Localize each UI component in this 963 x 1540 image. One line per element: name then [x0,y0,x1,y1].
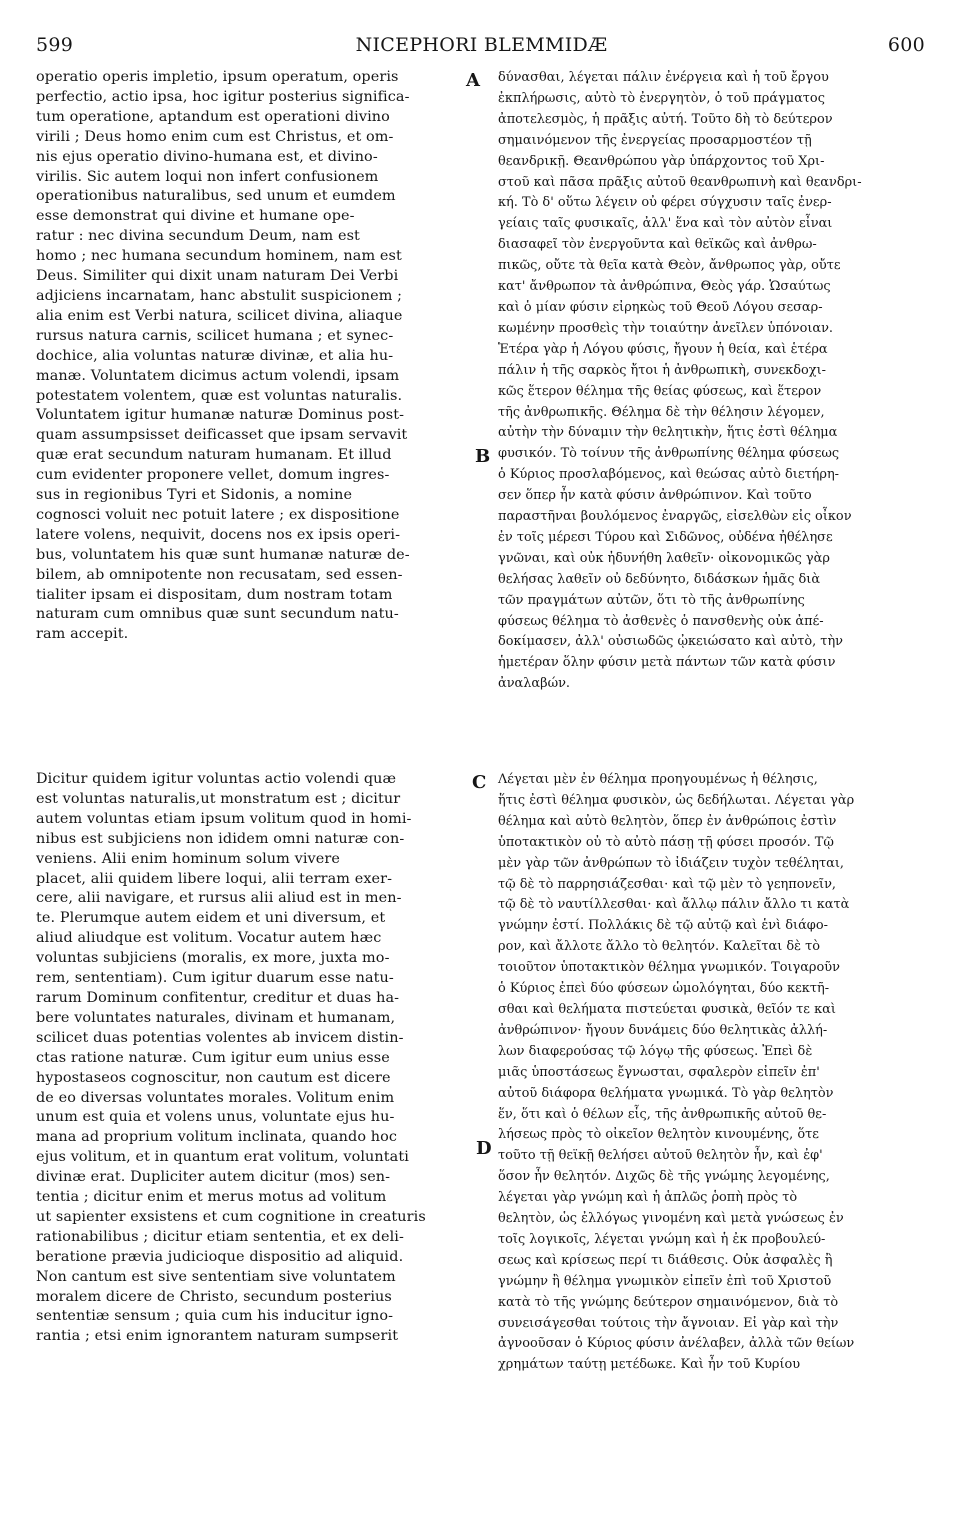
text-line: διασαφεῖ τὸν ἐνεργοῦντα καὶ θεϊκῶς καὶ ἀνθρω- [498,237,817,253]
text-line: θελητὸν, ὡς ἐλλόγως γινομένη καὶ μετὰ γνώσεως ἐν [498,1211,844,1227]
text-line: beratione prævia judicioque dispositio ad aliquid. [36,1248,404,1265]
text-line: τοιοῦτον ὑποτακτικὸν θέλημα γνωμικόν. Τοιγαροῦν [498,960,840,976]
text-line: ram accepit. [36,626,129,643]
text-line: κωμένην προσθεὶς τὴν τοιαύτην ἀνεῖλεν ὑπόνοιαν. [498,320,834,336]
text-line: esse demonstrat qui divine et humane ope- [36,208,355,225]
text-line: θεανδρικῇ. Θεανθρώπου γὰρ ὑπάρχοντος τοῦ Χρι- [498,153,825,169]
text-line: Λέγεται μὲν ἐν θέλημα προηγουμένως ἡ θέλησις, [498,772,818,787]
text-line: σημαινόμενον τῆς ἐνεργείας προσαρμοστέον τῇ [498,132,812,148]
text-line: λήσεως πρὸς τὸ οἰκεῖον θελητὸν κινουμένης, ὅτε [498,1127,819,1143]
text-line: rationabilibus ; dicitur etiam sententia, et ex deli- [36,1228,404,1245]
text-line: αὐτὴν τὴν δύναμιν τὴν θελητικὴν, ἥτις ἐστὶ θέλημα [498,425,838,441]
text-line: ἡμετέραν ὅλην φύσιν μετὰ πάντων τῶν κατὰ φύσιν [498,655,836,671]
text-line: virili ; Deus homo enim cum est Christus, et om- [36,128,394,145]
text-line: nibus est subjiciens non ididem omni naturæ con- [36,830,405,847]
page-number-left: 599 [36,34,74,56]
text-line: γείαις ταῖς φυσικαῖς, ἀλλ' ἕνα καὶ τὸν αὐτὸν εἶναι [498,216,833,232]
text-line: hypostaseos cognoscitur, non cautum est dicere [36,1069,391,1086]
text-line: συνεισάγεσθαι τούτοις τὴν ἄγνοιαν. Εἰ γὰρ καὶ τὴν [498,1315,839,1331]
text-line: autem voluntas etiam ipsum volitum quod in homi- [36,810,412,827]
text-line: ὁ Κύριος προσλαβόμενος, καὶ θεώσας αὐτὸ διετήρη- [498,467,840,483]
text-line: κή. Τὸ δ' οὕτω λέγειν οὐ φέρει σύγχυσιν ταῖς ἐνερ- [498,195,832,211]
page-number-right: 600 [887,34,925,56]
text-line: Deus. Similiter qui dixit unam naturam Dei Verbi [36,268,399,285]
latin-column-paragraph-2 [36,770,474,1347]
text-line: ἐκπλήρωσις, αὐτὸ τὸ ἐνεργητὸν, ὁ τοῦ πράγματος [498,90,825,106]
text-line: ejus volitum, et in quantum erat volitum, voluntati [36,1149,409,1166]
text-line: ἀνθρώπινον· ἤγουν δυνάμεις δύο θελητικὰς ἀλλή- [498,1022,828,1038]
text-line: σθαι καὶ θελήματα πιστεύεται φυσικὰ, θεῖόν τε καὶ [498,1001,836,1017]
text-line: δύνασθαι, λέγεται πάλιν ἐνέργεια καὶ ἡ τοῦ ἔργου [498,70,829,85]
section-marker-c: C [472,772,487,793]
section-marker-a: A [466,70,480,91]
section-marker-b: B [475,446,491,467]
text-line: γνῶναι, καὶ οὐκ ἠδυνήθη λαθεῖν· οἰκονομικῶς γὰρ [498,550,830,566]
latin-column-paragraph-1 [36,68,474,645]
text-line: divinæ erat. Dupliciter autem dicitur (mos) sen- [36,1169,391,1186]
text-line: operatio operis impletio, ipsum operatum, operis [36,69,399,85]
text-line: naturam cum omnibus quæ sunt secundum natu- [36,606,399,623]
text-line: φυσικόν. Τὸ τοίνυν τῆς ἀνθρωπίνης θέλημα φύσεως [498,446,840,462]
text-line: bilem, ab omnipotente non recusatam, sed essen- [36,566,403,583]
text-line: rursus natura carnis, scilicet humana ; et synec- [36,327,394,344]
text-line: homo ; nec humana secundum hominem, nam est [36,248,402,265]
running-title: NICEPHORI BLEMMIDÆ [355,34,608,56]
text-line: cognosci voluit nec potuit latere ; ex dispositione [36,506,400,523]
text-line: χρημάτων ταύτῃ μετέδωκε. Καὶ ἦν τοῦ Κυρίου [498,1357,801,1373]
text-line: quam assumpsisset deificasset que ipsam servavit [36,427,408,444]
text-line: κῶς ἕτερον θέλημα τῆς θείας φύσεως, καὶ ἕτερον [498,383,822,399]
text-line: ctas ratione naturæ. Cum igitur eum unius esse [36,1049,390,1066]
text-line: veniens. Alii enim hominum solum vivere [36,850,340,867]
text-line: κατὰ τὸ τῆς γνώμης δεύτερον σημαινόμενον, διὰ τὸ [498,1294,839,1310]
text-line: rarum Dominum confitentur, creditur et duas ha- [36,989,400,1006]
text-line: tialiter ipsam ei dispositam, dum nostram totam [36,586,393,603]
text-line: aliud aliudque est volitum. Vocatur autem hæc [36,930,382,947]
text-line: bere voluntates naturales, divinam et humanam, [36,1009,396,1026]
text-line: ratur : nec divina secundum Deum, nam est [36,228,360,245]
text-line: dochice, alia voluntas naturæ divinæ, et alia hu- [36,347,394,364]
text-line: perfectio, actio ipsa, hoc igitur posterius significa- [36,88,410,105]
text-line: quæ erat secundum naturam humanam. Et illud [36,447,392,464]
text-line: παραστῆναι βουλόμενος ἐναργῶς, εἰσελθὼν εἰς οἶκον [498,509,852,525]
text-line: σεν ὅπερ ἦν κατὰ φύσιν ἀνθρώπινον. Καὶ τοῦτο [498,488,812,504]
text-line: unum est quia et volens unus, voluntate ejus hu- [36,1109,395,1126]
text-line: σεως καὶ κρίσεως περί τι διάθεσις. Οὐκ ἀσφαλὲς ἢ [498,1252,833,1268]
text-line: potestatem volentem, quæ est voluntas naturalis. [36,387,403,404]
text-line: alia enim est Verbi natura, scilicet divina, aliaque [36,307,403,324]
text-line: τῷ δὲ τὸ ναυτίλλεσθαι· καὶ ἄλλῳ πάλιν ἄλλο τι κατὰ [498,897,850,913]
text-line: λων διαφερούσας τῷ λόγῳ τῆς φύσεως. Ἐπεὶ δὲ [498,1043,813,1059]
text-line: latere volens, nequivit, docens nos ex ipsis operi- [36,526,401,543]
text-line: scilicet duas potentias volentes ab invicem distin- [36,1029,404,1046]
text-line: moralem dicere de Christo, secundum posterius [36,1288,392,1305]
text-line: τοῖς λογικοῖς, λέγεται γνώμη καὶ ἡ ἐκ προβουλεύ- [498,1231,826,1247]
text-line: τοῦτο τῇ θεϊκῇ θελήσει αὐτοῦ θελητὸν ἦν, καὶ ἐφ' [498,1148,823,1164]
text-line: te. Plerumque autem eidem et uni diversum, et [36,910,386,927]
text-line: rantia ; etsi enim ignorantem naturam sumpserit [36,1328,399,1345]
text-line: ἥτις ἐστὶ θέλημα φυσικὸν, ὡς δεδήλωται. Λέγεται γὰρ [498,792,855,808]
text-line: voluntas subjiciens (moralis, ex more, juxta mo- [36,950,390,967]
text-line: θέλημα καὶ αὐτὸ θελητὸν, ὅπερ ἐν ἀνθρώποις ἐστὶν [498,813,837,829]
greek-column-paragraph-2 [498,770,936,1376]
text-line: στοῦ καὶ πᾶσα πρᾶξις αὐτοῦ θεανθρωπινὴ καὶ θεανδρι- [498,174,862,190]
text-line: μιᾶς ὑποστάσεως ἔγνωσται, σφαλερὸν εἰπεῖν ἐπ' [498,1064,820,1080]
text-line: Voluntatem igitur humanæ naturæ Dominus post- [36,407,405,424]
text-line: Dicitur quidem igitur voluntas actio volendi quæ [36,771,397,787]
text-line: κατ' ἄνθρωπον τὰ ἀνθρώπινα, Θεὸς γάρ. Ὡσαύτως [498,279,831,295]
text-line: rem, sententiam). Cum igitur duarum esse natu- [36,970,394,987]
section-marker-d: D [476,1138,492,1159]
text-line: ut sapienter exsistens et cum cognitione in creaturis [36,1208,426,1225]
text-line: θελήσας λαθεῖν οὐ δεδύνητο, διδάσκων ἡμᾶς διὰ [498,571,821,587]
text-line: τῶν πραγμάτων αὐτῶν, ὅτι τὸ τῆς ἀνθρωπίνης [498,592,805,608]
text-line: πικῶς, οὔτε τὰ θεῖα κατὰ Θεὸν, ἄνθρωπος γὰρ, οὔτε [498,258,841,274]
text-line: adjiciens incarnatam, hanc abstulit suspicionem ; [36,287,403,304]
text-line: ἕν, ὅτι καὶ ὁ θέλων εἷς, τῆς ἀνθρωπικῆς αὐτοῦ θε- [498,1106,827,1122]
text-line: δοκίμασεν, ἀλλ' οὐσιωδῶς ᾠκειώσατο καὶ αὐτὸ, τὴν [498,634,844,650]
text-line: γνώμην ἐστί. Πολλάκις δὲ τῷ αὐτῷ καὶ ἑνὶ διάφο- [498,918,828,934]
text-line: virilis. Sic autem loqui non infert confusionem [36,168,379,185]
text-line: de eo diversas voluntates morales. Volitum enim [36,1089,395,1106]
text-line: ρον, καὶ ἄλλοτε ἄλλο τὸ θελητόν. Καλεῖται δὲ τὸ [498,939,821,955]
text-line: bus, voluntatem his quæ sunt humanæ naturæ de- [36,546,410,563]
text-line: placet, alii quidem libere loqui, alii terram exer- [36,870,393,887]
text-line: ἐν τοῖς μέρεσι Τύρου καὶ Σιδῶνος, οὐδένα ἠθέλησε [498,529,833,545]
text-line: ὁ Κύριος ἐπεὶ δύο φύσεων ὡμολόγηται, δύο κεκτῆ- [498,981,830,997]
text-line: καὶ ὁ μίαν φύσιν εἰρηκὼς τοῦ Θεοῦ Λόγου σεσαρ- [498,299,823,315]
text-line: τῷ δὲ τὸ παρρησιάζεσθαι· καὶ τῷ μὲν τὸ γεηπονεῖν, [498,876,837,892]
text-line: αὐτοῦ διάφορα θελήματα γνωμικά. Τὸ γὰρ θελητὸν [498,1085,834,1101]
text-line: ὑποτακτικὸν οὐ τὸ αὐτὸ πάσῃ τῇ φύσει προσόν. Τῷ [498,834,834,850]
text-line: cere, alii navigare, et rursus alii aliud est in men- [36,890,402,907]
text-line: sententiæ sensum ; quia cum his inducitur igno- [36,1308,394,1325]
text-line: cum evidenter proponere vellet, domum ingres- [36,467,390,484]
greek-column-paragraph-1 [498,68,936,695]
text-line: γνώμην ἢ θέλημα γνωμικὸν εἰπεῖν ἐπὶ τοῦ Χριστοῦ [498,1273,832,1289]
text-line: Ἑτέρα γὰρ ἡ Λόγου φύσις, ἤγουν ἡ θεία, καὶ ἑτέρα [498,341,828,357]
text-line: mana ad proprium volitum inclinata, quando hoc [36,1129,398,1146]
text-line: φύσεως θέλημα τὸ ἀσθενὲς ὁ πανσθενὴς οὐκ ἀπέ- [498,613,824,629]
text-line: ἀγνοοῦσαν ὁ Κύριος φύσιν ἀνέλαβεν, ἀλλὰ τῶν θείων [498,1336,855,1352]
text-line: ἀποτελεσμὸς, ἡ πρᾶξις αὐτή. Τοῦτο δὴ τὸ δεύτερον [498,111,833,127]
text-line: πάλιν ἡ τῆς σαρκὸς ἤτοι ἡ ἀνθρωπικὴ, συνεκδοχι- [498,362,826,378]
text-line: tum operatione, aptandum est operationi divino [36,108,390,125]
text-line: sus in regionibus Tyri et Sidonis, a nomine [36,487,353,504]
text-line: ἀναλαβών. [498,676,571,692]
text-line: Non cantum est sive sententiam sive voluntatem [36,1268,396,1285]
text-line: μὲν γὰρ τῶν ἀνθρώπων τὸ ἰδιάζειν τυχὸν τεθέληται, [498,855,845,871]
text-line: ὅσον ἦν θελητόν. Διχῶς δὲ τῆς γνώμης λεγομένης, [498,1169,830,1185]
text-line: manæ. Voluntatem dicimus actum volendi, ipsam [36,367,400,384]
text-line: tentia ; dicitur enim et merus motus ad volitum [36,1189,387,1206]
text-line: nis ejus operatio divino-humana est, et divino- [36,148,378,165]
text-line: λέγεται γὰρ γνώμη καὶ ἡ ἁπλῶς ῥοπὴ πρὸς τὸ [498,1190,798,1206]
text-line: τῆς ἀνθρωπικῆς. Θέλημα δὲ τὴν θέλησιν λέγομεν, [498,404,825,420]
text-line: est voluntas naturalis,ut monstratum est ; dicitur [36,790,401,807]
text-line: operationibus naturalibus, sed unum et eumdem [36,188,396,205]
